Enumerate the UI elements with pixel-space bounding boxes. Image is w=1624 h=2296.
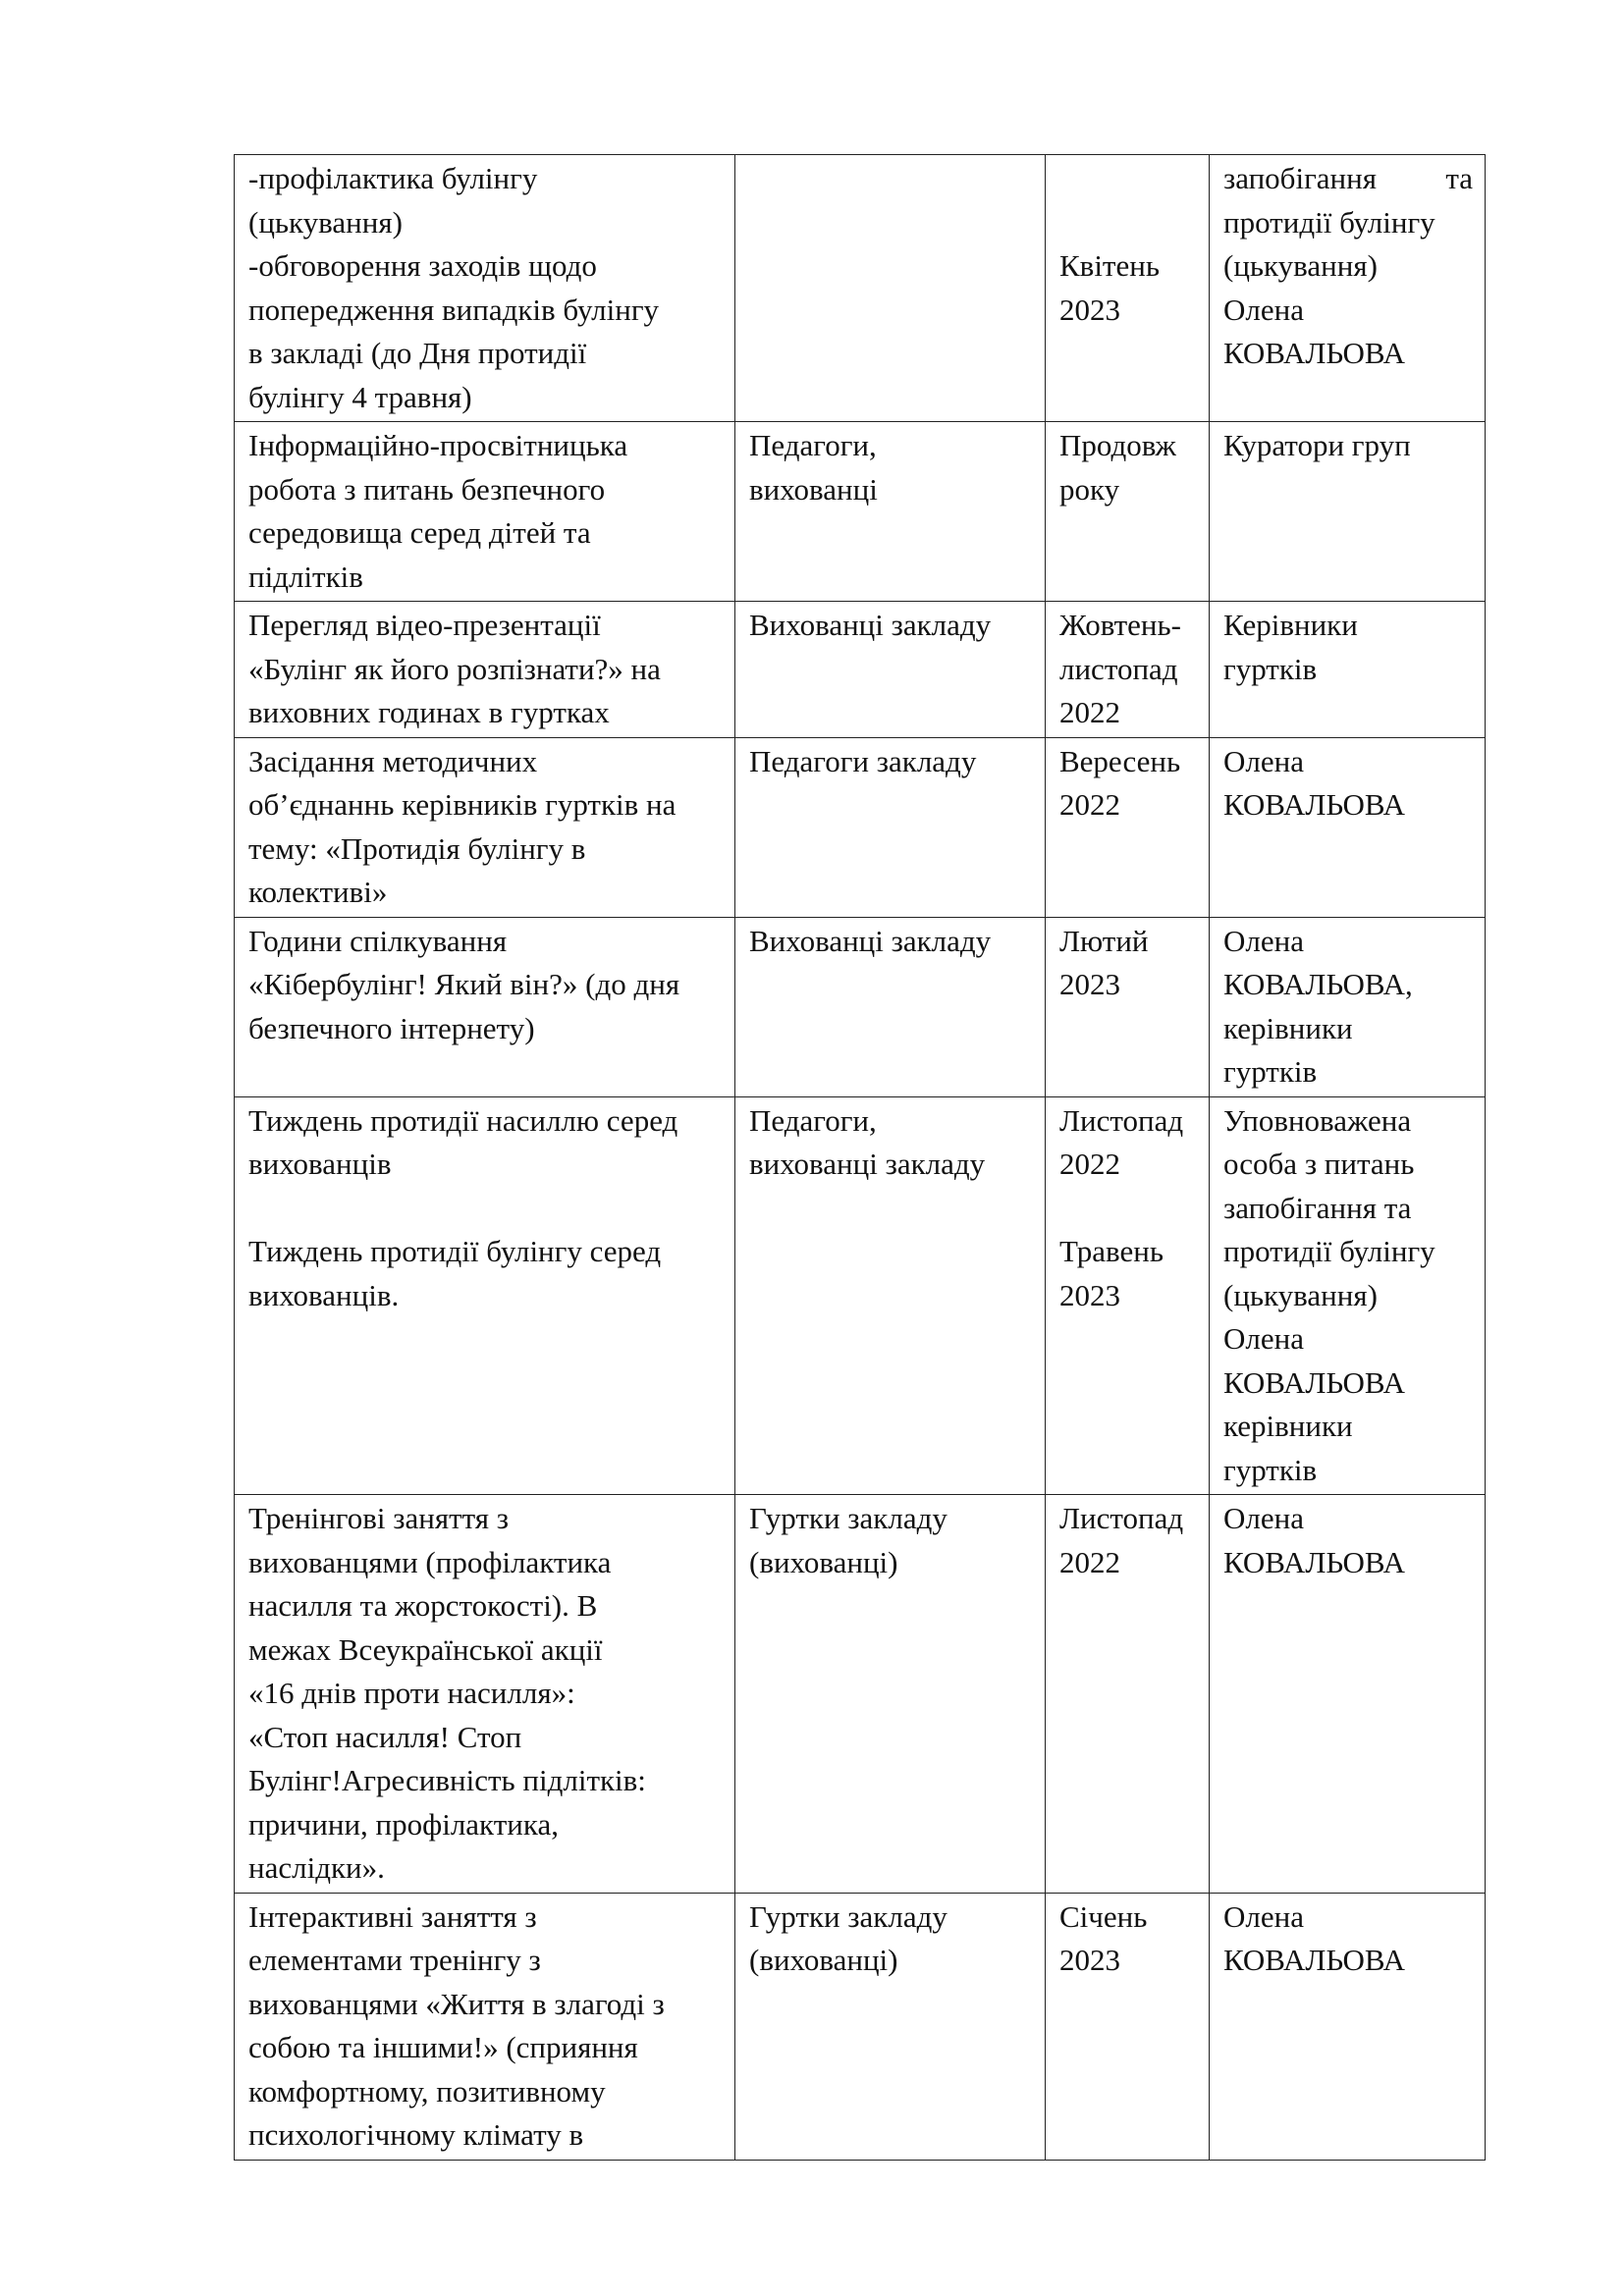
table-row [235, 155, 1486, 422]
cell-text-line: межах Всеукраїнської акції [248, 1631, 603, 1667]
cell-text-line: Інформаційно-просвітницька [248, 428, 628, 462]
cell-text-line: насилля та жорстокості). В [248, 1588, 598, 1623]
participants-cell [735, 1096, 1046, 1495]
responsible-cell [1210, 1893, 1486, 2160]
cell-text-line: Тренінгові заняття з [248, 1501, 510, 1535]
table-row [235, 737, 1486, 917]
cell-text-line: Гуртки закладу [749, 1501, 947, 1535]
cell-text-line: -обговорення заходів щодо [248, 248, 597, 283]
responsible-cell [1210, 917, 1486, 1096]
cell-text-line: листопад [1059, 651, 1178, 686]
date-cell [1046, 1495, 1210, 1894]
cell-text-line: вихованці закладу [749, 1147, 986, 1181]
cell-text-line: наслідки». [248, 1850, 385, 1885]
cell-text-line: підлітків [248, 559, 363, 594]
date-cell [1046, 602, 1210, 738]
cell-text-line: Олена [1223, 923, 1304, 958]
cell-text-line: елементами тренінгу з [248, 1943, 541, 1977]
cell-text-line: робота з питань безпечного [248, 471, 606, 507]
cell-text-line: -профілактика булінгу [248, 161, 538, 195]
cell-text-line: (вихованці) [749, 1943, 898, 1977]
cell-text-line: Вихованці закладу [749, 923, 992, 958]
responsible-cell [1210, 1495, 1486, 1894]
table-row [235, 917, 1486, 1096]
cell-text-line: Булінг!Агресивність підлітків: [248, 1763, 646, 1797]
cell-text-line: «16 днів проти насилля»: [248, 1676, 575, 1710]
responsible-cell [1210, 1096, 1486, 1495]
cell-text-line: Педагоги закладу [749, 743, 977, 778]
cell-text-line: собою та іншими!» (сприяння [248, 2030, 638, 2064]
cell-text-line: Гуртки закладу [749, 1898, 947, 1934]
cell-text-line: Олена [1223, 1321, 1304, 1356]
cell-text-line: Лютий [1059, 923, 1149, 958]
cell-text-line [1223, 157, 1473, 201]
cell-text-line: керівники [1223, 1409, 1353, 1443]
cell-text-line: Вихованці закладу [749, 608, 992, 642]
cell-text-line: КОВАЛЬОВА [1223, 787, 1405, 822]
cell-text-line: 2023 [1059, 292, 1120, 327]
cell-text-line: Тиждень протидії насиллю серед [248, 1102, 678, 1138]
table-row [235, 1893, 1486, 2160]
activity-cell [235, 1495, 735, 1894]
cell-text-line: Засідання методичних [248, 743, 538, 778]
cell-text-line: Уповноважена [1223, 1102, 1412, 1138]
responsible-cell [1210, 602, 1486, 738]
cell-text-line: Жовтень- [1059, 608, 1181, 642]
cell-text-line: 2023 [1059, 1943, 1120, 1977]
cell-text-line: «Кібербулінг! Який він?» (до дня [248, 967, 680, 1001]
cell-text-line: КОВАЛЬОВА [1223, 1544, 1405, 1579]
activity-cell [235, 1893, 735, 2160]
cell-text-line: КОВАЛЬОВА, [1223, 967, 1413, 1001]
cell-text-line [1059, 1187, 1197, 1231]
cell-text-line: Педагоги, [749, 428, 877, 462]
table-row [235, 1495, 1486, 1894]
participants-cell [735, 1495, 1046, 1894]
cell-text-line: вихованців [248, 1147, 392, 1181]
cell-text-line: Олена [1223, 743, 1304, 778]
participants-cell [735, 422, 1046, 602]
activity-cell [235, 917, 735, 1096]
cell-text-line: Олена [1223, 1501, 1304, 1535]
cell-text-line: 2023 [1059, 967, 1120, 1001]
cell-text-line [1059, 201, 1197, 245]
cell-text-line: вихованцями «Життя в злагоді з [248, 1986, 665, 2021]
cell-text-line: Години спілкування [248, 923, 508, 958]
date-cell [1046, 155, 1210, 422]
justified-word: запобігання [1223, 161, 1377, 195]
cell-text-line: (цькування) [248, 204, 403, 240]
cell-text-line: особа з питань [1223, 1147, 1415, 1181]
cell-text-line: протидії булінгу [1223, 1234, 1435, 1268]
date-cell [1046, 422, 1210, 602]
activity-cell [235, 1096, 735, 1495]
cell-text-line: безпечного інтернету) [248, 1010, 535, 1045]
cell-text-line: вихованці [749, 471, 878, 507]
participants-cell [735, 155, 1046, 422]
participants-cell [735, 602, 1046, 738]
cell-text-line: Листопад [1059, 1102, 1184, 1138]
cell-text-line: об’єднаннь керівників гуртків на [248, 787, 677, 822]
cell-text-line: (цькування) [1223, 248, 1378, 283]
cell-text-line: запобігання та [1223, 1190, 1412, 1225]
cell-text-line: КОВАЛЬОВА [1223, 336, 1405, 370]
cell-text-line: 2022 [1059, 1544, 1120, 1579]
cell-text-line: 2022 [1059, 1147, 1120, 1181]
cell-text-line: Продовж [1059, 428, 1176, 462]
activity-cell [235, 737, 735, 917]
cell-text-line: 2023 [1059, 1277, 1120, 1312]
cell-text-line: Тиждень протидії булінгу серед [248, 1234, 662, 1268]
cell-text-line: Листопад [1059, 1501, 1184, 1535]
cell-text-line: (цькування) [1223, 1277, 1378, 1312]
date-cell [1046, 737, 1210, 917]
cell-text-line: колективі» [248, 875, 388, 909]
cell-text-line: керівники [1223, 1010, 1353, 1045]
cell-text-line: Травень [1059, 1234, 1164, 1268]
cell-text-line: Січень [1059, 1898, 1148, 1934]
cell-text-line: Олена [1223, 1898, 1304, 1934]
table-row [235, 602, 1486, 738]
table-body [235, 155, 1486, 2161]
cell-text-line: Керівники [1223, 608, 1358, 642]
cell-text-line: Педагоги, [749, 1102, 877, 1138]
date-cell [1046, 1096, 1210, 1495]
cell-text-line: вихованцями (профілактика [248, 1544, 612, 1579]
date-cell [1046, 917, 1210, 1096]
cell-text-line: попередження випадків булінгу [248, 292, 660, 327]
cell-text-line: протидії булінгу [1223, 204, 1435, 240]
cell-text-line: виховних годинах в гуртках [248, 695, 610, 729]
cell-text-line: КОВАЛЬОВА [1223, 1364, 1405, 1400]
activities-table [234, 154, 1486, 2161]
cell-text-line [1059, 157, 1197, 201]
cell-text-line: 2022 [1059, 787, 1120, 822]
justified-word: та [1445, 161, 1473, 195]
responsible-cell [1210, 422, 1486, 602]
responsible-cell [1210, 737, 1486, 917]
cell-text-line: причини, профілактика, [248, 1806, 559, 1842]
cell-text-line: року [1059, 471, 1120, 507]
cell-text-line: тему: «Протидія булінгу в [248, 830, 586, 866]
cell-text-line: комфортному, позитивному [248, 2073, 606, 2109]
cell-text-line: гуртків [1223, 651, 1318, 686]
date-cell [1046, 1893, 1210, 2160]
activity-cell [235, 422, 735, 602]
cell-text-line: в закладі (до Дня протидії [248, 336, 587, 370]
cell-text-line: «Булінг як його розпізнати?» на [248, 651, 661, 686]
cell-text-line: Олена [1223, 292, 1304, 327]
cell-text-line: 2022 [1059, 695, 1120, 729]
table-row [235, 422, 1486, 602]
cell-text-line [248, 1187, 723, 1231]
cell-text-line: психологічному клімату в [248, 2117, 584, 2152]
cell-text-line: Перегляд відео-презентації [248, 608, 601, 642]
cell-text-line: гуртків [1223, 1054, 1318, 1089]
cell-text-line: Вересень [1059, 743, 1181, 778]
participants-cell [735, 917, 1046, 1096]
cell-text-line: вихованців. [248, 1277, 400, 1312]
cell-text-line: Інтерактивні заняття з [248, 1898, 537, 1934]
cell-text-line: (вихованці) [749, 1544, 898, 1579]
cell-text-line: булінгу 4 травня) [248, 379, 472, 414]
cell-text-line: Квітень [1059, 248, 1160, 283]
activity-cell [235, 602, 735, 738]
cell-text-line: гуртків [1223, 1452, 1318, 1487]
table-row [235, 1096, 1486, 1495]
cell-text-line: «Стоп насилля! Стоп [248, 1719, 522, 1754]
cell-text-line: Куратори груп [1223, 428, 1411, 462]
cell-text-line: середовища серед дітей та [248, 515, 591, 550]
activity-cell [235, 155, 735, 422]
responsible-cell [1210, 155, 1486, 422]
participants-cell [735, 737, 1046, 917]
participants-cell [735, 1893, 1046, 2160]
cell-text-line: КОВАЛЬОВА [1223, 1943, 1405, 1977]
